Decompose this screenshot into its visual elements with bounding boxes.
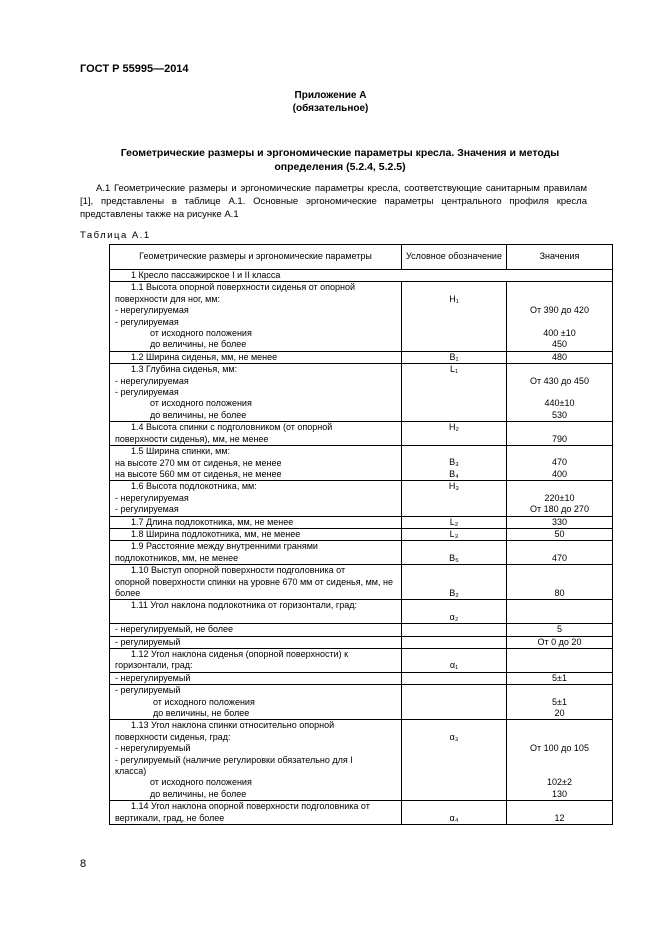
param-cell <box>110 446 402 481</box>
symbol-line <box>405 600 503 611</box>
table-row <box>110 422 613 446</box>
param-line: - регулируемый (наличие регулировки обязательно для I <box>115 754 353 765</box>
symbol-line <box>405 282 503 293</box>
table-row <box>110 481 613 516</box>
value-line: От 390 до 420 <box>530 305 589 316</box>
value-cell <box>507 516 613 528</box>
param-line: 1.4 Высота спинки с подголовником (от опорной <box>131 422 333 433</box>
symbol-cell <box>402 446 507 481</box>
section-label: 1 Кресло пассажирское I и II класса <box>131 270 281 280</box>
param-line: 1.11 Угол наклона подлокотника от горизонтали, град: <box>131 600 357 611</box>
param-cell <box>110 636 402 648</box>
param-line: 1.13 Угол наклона спинки относительно опорной <box>131 720 335 731</box>
header-parameters: Геометрические размеры и эргономические параметры <box>110 245 402 270</box>
value-cell <box>507 528 613 540</box>
symbol-cell <box>402 541 507 565</box>
param-line: 1.10 Выступ опорной поверхности подголовника от <box>131 565 346 576</box>
symbol-line <box>405 801 503 812</box>
param-line: - нерегулируемый <box>115 743 191 754</box>
param-cell <box>110 672 402 684</box>
param-cell <box>110 624 402 636</box>
symbol-line <box>405 398 503 409</box>
value-line <box>510 317 609 328</box>
symbol-line: B₂ <box>449 587 459 598</box>
param-line: от исходного положения <box>150 328 252 339</box>
symbol-line: B₄ <box>449 468 459 479</box>
symbol-line: H₃ <box>448 481 460 492</box>
value-line <box>510 282 609 293</box>
value-cell <box>507 685 613 720</box>
symbol-line <box>405 649 503 660</box>
table-section-row <box>110 270 613 282</box>
value-cell <box>507 624 613 636</box>
symbol-line <box>405 637 503 648</box>
table-row <box>110 282 613 351</box>
param-cell <box>110 516 402 528</box>
param-line: до величины, не более <box>150 409 247 420</box>
value-line: 102±2 <box>547 777 572 788</box>
symbol-cell <box>402 422 507 446</box>
value-line <box>510 294 609 305</box>
table-row <box>110 446 613 481</box>
value-line: 790 <box>551 433 568 444</box>
table-row <box>110 720 613 801</box>
value-line: 470 <box>551 552 568 563</box>
symbol-line <box>405 743 503 754</box>
symbol-cell <box>402 649 507 673</box>
value-line <box>510 577 609 588</box>
table-row <box>110 636 613 648</box>
value-cell <box>507 672 613 684</box>
table-row <box>110 801 613 825</box>
intro-paragraph: А.1 Геометрические размеры и эргономические параметры кресла, соответствующие санитарным правилам [1], представлены в таблице А.1. Основные эргономические параметры центрального профиля кресла представлены также на рисунке А.1 <box>80 183 587 220</box>
param-line: 1.8 Ширина подлокотника, мм, не менее <box>131 528 301 539</box>
value-line <box>510 481 609 492</box>
value-cell <box>507 600 613 624</box>
param-line: - нерегулируемый <box>115 672 191 683</box>
param-line: от исходного положения <box>150 777 252 788</box>
param-line: 1.7 Длина подлокотника, мм, не менее <box>131 516 294 527</box>
param-line: 1.3 Глубина сиденья, мм: <box>131 364 238 375</box>
symbol-cell <box>402 624 507 636</box>
value-line: 5 <box>556 624 562 635</box>
symbol-line <box>405 577 503 588</box>
value-line <box>510 766 609 777</box>
symbol-line: L₃ <box>449 528 459 539</box>
value-cell <box>507 446 613 481</box>
symbol-line <box>405 387 503 398</box>
param-line: на высоте 270 мм от сиденья, не менее <box>115 457 282 468</box>
symbol-cell <box>402 636 507 648</box>
annex-title: Приложение А <box>294 90 367 101</box>
value-line: 220±10 <box>544 492 575 503</box>
param-line: - регулируемый <box>115 685 181 696</box>
symbol-cell <box>402 528 507 540</box>
value-cell <box>507 481 613 516</box>
param-cell <box>110 685 402 720</box>
symbol-line: B₃ <box>449 457 459 468</box>
table-row <box>110 528 613 540</box>
value-cell <box>507 649 613 673</box>
value-line: 470 <box>551 457 568 468</box>
table-row <box>110 351 613 363</box>
symbol-line <box>405 565 503 576</box>
symbol-cell <box>402 481 507 516</box>
param-cell <box>110 541 402 565</box>
symbol-line: B₁ <box>449 351 459 362</box>
symbol-cell <box>402 801 507 825</box>
param-cell <box>110 649 402 673</box>
page-number: 8 <box>80 858 87 870</box>
value-line: 330 <box>551 516 568 527</box>
symbol-cell <box>402 565 507 600</box>
value-line: 12 <box>554 812 565 823</box>
param-line: - регулируемая <box>115 504 179 515</box>
document-id: ГОСТ Р 55995—2014 <box>80 63 189 75</box>
table-row <box>110 565 613 600</box>
section-heading <box>100 146 580 174</box>
param-line: более <box>115 587 141 598</box>
param-cell <box>110 351 402 363</box>
param-line: - нерегулируемая <box>115 492 189 503</box>
value-line: 80 <box>554 587 565 598</box>
value-line: От 430 до 450 <box>530 375 589 386</box>
param-line: - нерегулируемая <box>115 375 189 386</box>
symbol-cell <box>402 600 507 624</box>
param-cell <box>110 600 402 624</box>
symbol-line <box>405 376 503 387</box>
value-line <box>510 732 609 743</box>
param-line: опорной поверхности спинки на уровне 670 мм от сиденья, мм, не <box>115 576 393 587</box>
symbol-line <box>405 685 503 696</box>
param-line: - нерегулируемый, не более <box>115 624 234 635</box>
value-line: 400 ±10 <box>543 327 576 338</box>
param-cell <box>110 720 402 801</box>
value-line <box>510 649 609 660</box>
symbol-cell <box>402 351 507 363</box>
param-line: до величины, не более <box>150 788 247 799</box>
param-line: поверхности сиденья, град: <box>115 731 231 742</box>
value-line <box>510 720 609 731</box>
value-line <box>510 446 609 457</box>
param-line: - регулируемый <box>115 636 181 647</box>
symbol-line <box>405 624 503 635</box>
symbol-cell <box>402 282 507 351</box>
param-line: 1.14 Угол наклона опорной поверхности подголовника от <box>131 801 370 812</box>
symbol-line: L₂ <box>449 516 459 527</box>
table-row <box>110 600 613 624</box>
value-cell <box>507 422 613 446</box>
value-cell <box>507 720 613 801</box>
value-cell <box>507 282 613 351</box>
value-line: От 180 до 270 <box>530 504 589 515</box>
value-line <box>510 612 609 623</box>
param-line: 1.1 Высота опорной поверхности сиденья от опорной <box>131 282 356 293</box>
symbol-line: L₁ <box>449 364 459 375</box>
symbol-line <box>405 766 503 777</box>
value-line: 20 <box>554 708 565 718</box>
table-row <box>110 624 613 636</box>
value-line <box>510 660 609 671</box>
param-line: 1.2 Ширина сиденья, мм, не менее <box>131 351 278 362</box>
value-line: От 0 до 20 <box>537 636 582 647</box>
symbol-line <box>405 493 503 504</box>
symbol-line: H₂ <box>449 422 459 433</box>
param-line: - нерегулируемая <box>115 305 189 316</box>
value-line: 480 <box>551 351 568 362</box>
symbol-line <box>405 777 503 788</box>
symbol-cell <box>402 516 507 528</box>
symbol-line: H₁ <box>449 293 459 304</box>
value-line <box>510 600 609 611</box>
param-cell <box>110 801 402 825</box>
symbol-line <box>405 317 503 328</box>
symbol-line <box>405 446 503 457</box>
value-line: 400 <box>551 468 568 479</box>
param-line <box>113 612 398 623</box>
table-caption: Таблица А.1 <box>80 230 151 241</box>
param-cell <box>110 282 402 351</box>
value-line: 440±10 <box>544 398 575 409</box>
value-cell <box>507 541 613 565</box>
param-line: от исходного положения <box>150 398 252 409</box>
param-cell <box>110 481 402 516</box>
value-line: 130 <box>551 788 568 799</box>
symbol-cell <box>402 720 507 801</box>
symbol-line: α₄ <box>449 812 459 823</box>
symbol-cell <box>402 364 507 422</box>
value-line <box>510 685 609 696</box>
symbol-line <box>405 504 503 515</box>
param-line: до величины, не более <box>150 339 247 350</box>
value-cell <box>507 364 613 422</box>
symbol-line <box>405 434 503 445</box>
param-cell <box>110 422 402 446</box>
symbol-line: α₃ <box>449 731 459 742</box>
table-row <box>110 516 613 528</box>
header-symbol: Условное обозначение <box>402 245 507 270</box>
symbol-line <box>405 673 503 684</box>
table-row <box>110 649 613 673</box>
param-cell <box>110 364 402 422</box>
param-line: 1.12 Угол наклона сиденья (опорной поверхности) к <box>131 649 349 659</box>
value-line: 450 <box>551 339 568 350</box>
param-line: подлокотников, мм, не менее <box>115 552 239 563</box>
symbol-line: B₅ <box>449 552 459 563</box>
symbol-cell <box>402 685 507 720</box>
symbol-line <box>405 305 503 316</box>
table-row <box>110 685 613 720</box>
heading-line-1: Геометрические размеры и эргономические параметры кресла. Значения и методы <box>120 147 560 159</box>
parameters-table <box>109 244 613 825</box>
value-cell <box>507 801 613 825</box>
table-row <box>110 541 613 565</box>
param-line: вертикали, град, не более <box>115 812 225 823</box>
param-line: - регулируемая <box>115 316 179 327</box>
table-header-row <box>110 245 613 270</box>
symbol-line <box>405 789 503 800</box>
symbol-line <box>405 541 503 552</box>
param-line: от исходного положения <box>153 696 255 707</box>
value-line <box>510 541 609 552</box>
param-cell <box>110 565 402 600</box>
symbol-line <box>405 755 503 766</box>
value-line <box>510 565 609 576</box>
value-line <box>510 387 609 398</box>
value-line: 5±1 <box>552 672 567 683</box>
param-line: на высоте 560 мм от сиденья, не менее <box>115 468 282 479</box>
param-line: поверхности сиденья), мм, не менее <box>115 433 269 444</box>
value-line: 50 <box>554 528 565 539</box>
value-line: 5±1 <box>552 696 567 707</box>
param-line: класса) <box>115 766 147 777</box>
value-line: 530 <box>551 409 568 420</box>
heading-line-2: определения (5.2.4, 5.2.5) <box>274 161 406 173</box>
annex-status: (обязательное) <box>292 103 369 114</box>
symbol-cell <box>402 672 507 684</box>
symbol-line <box>405 328 503 339</box>
param-line: поверхности для ног, мм: <box>115 293 221 304</box>
value-line <box>510 422 609 433</box>
symbol-line <box>405 708 503 719</box>
value-cell <box>507 636 613 648</box>
param-line: до величины, не более <box>153 708 250 719</box>
param-line: 1.5 Ширина спинки, мм: <box>131 446 231 457</box>
symbol-line <box>405 720 503 731</box>
value-line <box>510 364 609 375</box>
value-line: От 100 до 105 <box>530 743 589 754</box>
header-value: Значения <box>507 245 613 270</box>
param-line: горизонтали, град: <box>115 660 193 671</box>
param-cell <box>110 528 402 540</box>
symbol-line <box>405 410 503 421</box>
symbol-line <box>405 339 503 350</box>
table-row <box>110 672 613 684</box>
symbol-line: α₁ <box>449 660 459 671</box>
param-line: 1.6 Высота подлокотника, мм: <box>131 481 257 492</box>
value-cell <box>507 565 613 600</box>
value-line <box>510 755 609 766</box>
symbol-line: α₂ <box>449 611 459 622</box>
param-line: - регулируемая <box>115 387 179 398</box>
table-row <box>110 364 613 422</box>
value-cell <box>507 351 613 363</box>
symbol-line <box>405 697 503 708</box>
value-line <box>510 801 609 812</box>
param-line: 1.9 Расстояние между внутренними гранями <box>131 541 318 552</box>
